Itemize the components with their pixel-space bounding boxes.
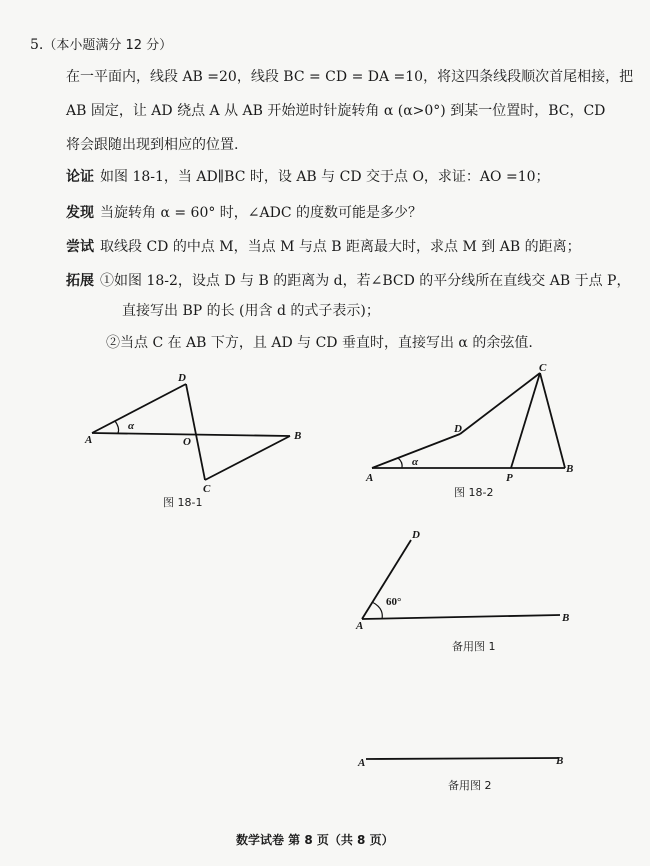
page-footer: 数学试卷 第 8 页（共 8 页） — [236, 833, 394, 847]
part-tag-lunzheng: 论证 — [66, 169, 94, 185]
score-note: （本小题满分 12 分） — [43, 38, 173, 53]
fig1-segment-dc — [186, 384, 205, 480]
problem-number: 5. — [30, 37, 44, 53]
fig2-point-a: A — [366, 472, 374, 484]
spare1-point-a: A — [356, 620, 364, 632]
part-text-lunzheng: 如图 18-1，当 AD∥BC 时，设 AB 与 CD 交于点 O，求证：AO =10； — [100, 169, 550, 185]
fig2-caption: 图 18-2 — [454, 486, 494, 499]
spare1-angle-label: 60° — [386, 596, 402, 608]
spare1-angle-arc — [372, 602, 382, 619]
spare1-point-d: D — [412, 529, 420, 541]
intro-line-1: 在一平面内，线段 AB =20，线段 BC = CD = DA =10，将这四条线段顺次首尾相接，把 — [66, 69, 634, 85]
fig2-segment-cp — [511, 373, 540, 468]
spare1-point-b: B — [562, 612, 570, 624]
fig1-caption: 图 18-1 — [163, 496, 203, 509]
part-text-faxian: 当旋转角 α = 60° 时，∠ADC 的度数可能是多少？ — [100, 205, 423, 221]
fig2-point-c: C — [539, 362, 547, 374]
fig2-point-b: B — [566, 463, 574, 475]
fig1-angle-label: α — [128, 420, 135, 432]
part-tag-changshi: 尝试 — [66, 239, 94, 255]
fig2-point-d: D — [454, 423, 462, 435]
fig1-segment-ab — [92, 433, 290, 436]
fig1-point-c: C — [203, 483, 211, 495]
spare2-point-b: B — [556, 755, 564, 767]
fig1-segment-ad — [92, 384, 186, 433]
part-text-changshi: 取线段 CD 的中点 M，当点 M 与点 B 距离最大时，求点 M 到 AB 的距离； — [100, 239, 581, 255]
fig2-angle-arc — [398, 458, 402, 468]
spare1-segment-ab — [362, 615, 560, 619]
spare2-point-a: A — [358, 757, 366, 769]
tuozhan-item2: ②当点 C 在 AB 下方，且 AD 与 CD 垂直时，直接写出 α 的余弦值. — [106, 335, 533, 351]
fig1-point-d: D — [178, 372, 186, 384]
intro-line-3: 将会跟随出现到相应的位置. — [66, 137, 239, 153]
fig1-angle-arc — [115, 421, 119, 433]
intro-line-2: AB 固定，让 AD 绕点 A 从 AB 开始逆时针旋转角 α (α>0°) 到某一位置时，BC，CD — [66, 103, 606, 119]
spare1-caption: 备用图 1 — [452, 640, 496, 653]
part-tag-faxian: 发现 — [66, 205, 94, 221]
fig1-point-a: A — [85, 434, 93, 446]
fig1-segment-cb — [205, 436, 290, 480]
fig2-segment-dc — [460, 373, 540, 434]
fig1-point-o: O — [183, 436, 191, 448]
tuozhan-item1-line1: ①如图 18-2，设点 D 与 B 的距离为 d，若∠BCD 的平分线所在直线交 AB 于点 P， — [100, 273, 631, 289]
fig2-point-p: P — [506, 472, 513, 484]
fig2-segment-cb — [540, 373, 565, 468]
tuozhan-item1-line2: 直接写出 BP 的长 (用含 d 的式子表示)； — [122, 303, 380, 319]
spare2-caption: 备用图 2 — [448, 779, 492, 792]
spare2-segment-ab — [366, 758, 558, 759]
fig1-point-b: B — [294, 430, 302, 442]
part-tag-tuozhan: 拓展 — [66, 273, 94, 289]
fig2-angle-label: α — [412, 456, 419, 468]
